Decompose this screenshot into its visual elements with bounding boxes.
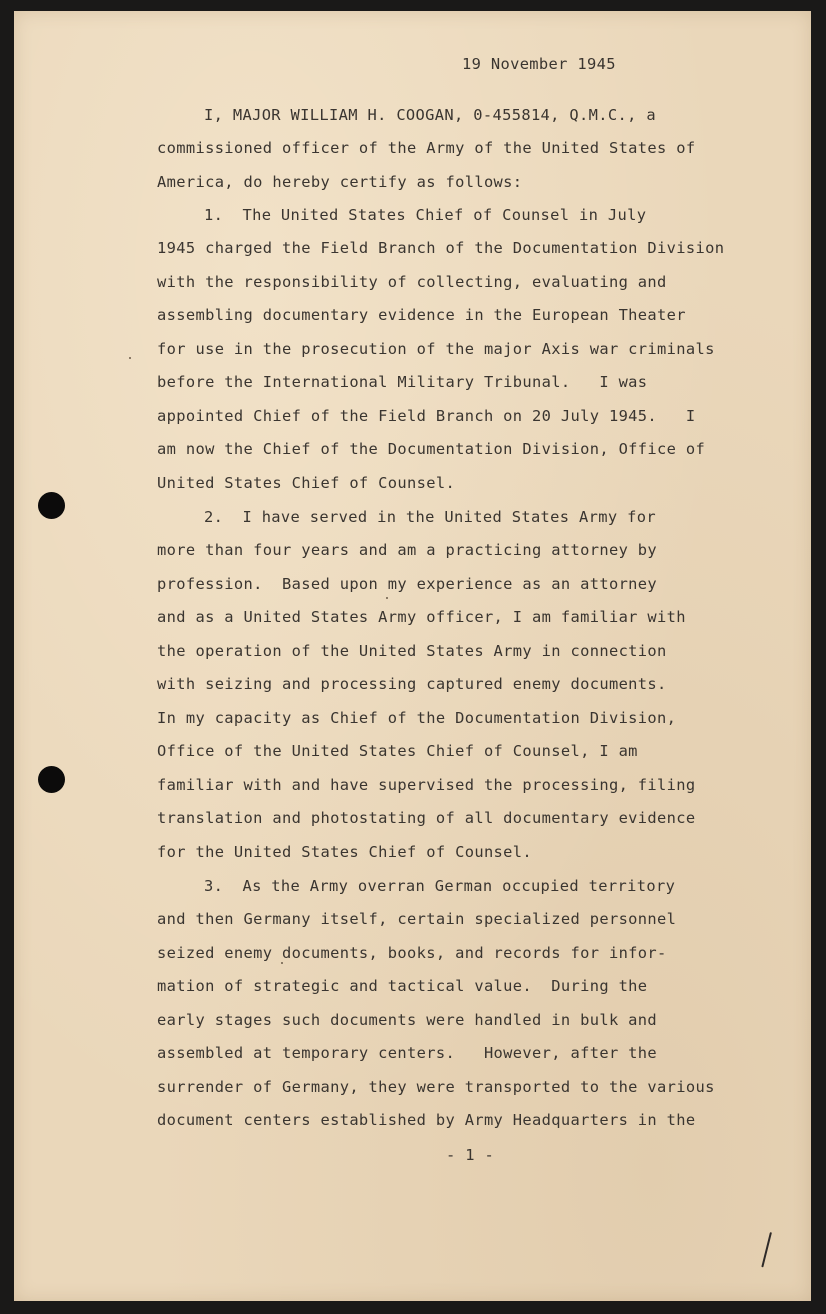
body-line: 1. The United States Chief of Counsel in July <box>204 206 647 224</box>
paper-speck <box>386 597 388 599</box>
punch-hole-top <box>38 492 65 519</box>
document-date: 19 November 1945 <box>462 55 616 73</box>
body-line: assembled at temporary centers. However, after the <box>157 1044 658 1062</box>
body-line: the operation of the United States Army in connection <box>157 642 667 660</box>
body-line: In my capacity as Chief of the Documentation Division, <box>157 709 677 727</box>
paper-speck <box>129 357 131 359</box>
body-line: mation of strategic and tactical value. During the <box>157 977 648 995</box>
body-line: am now the Chief of the Documentation Division, Office of <box>157 440 706 458</box>
body-line: 1945 charged the Field Branch of the Documentation Division <box>157 239 725 257</box>
body-line: profession. Based upon my experience as an attorney <box>157 575 658 593</box>
body-line: more than four years and am a practicing attorney by <box>157 541 658 559</box>
body-line: appointed Chief of the Field Branch on 20 July 1945. I <box>157 407 696 425</box>
body-line: for the United States Chief of Counsel. <box>157 843 533 861</box>
body-line: 3. As the Army overran German occupied territory <box>204 877 676 895</box>
body-line: early stages such documents were handled in bulk and <box>157 1011 658 1029</box>
body-line: assembling documentary evidence in the European Theater <box>157 306 686 324</box>
body-line: before the International Military Tribunal. I was <box>157 373 648 391</box>
paper-speck <box>281 962 283 964</box>
body-line: I, MAJOR WILLIAM H. COOGAN, 0-455814, Q.M.C., a <box>204 106 656 124</box>
body-line: familiar with and have supervised the processing, filing <box>157 776 696 794</box>
body-line: and as a United States Army officer, I am familiar with <box>157 608 686 626</box>
body-line: translation and photostating of all documentary evidence <box>157 809 696 827</box>
body-line: Office of the United States Chief of Counsel, I am <box>157 742 638 760</box>
body-line: America, do hereby certify as follows: <box>157 173 523 191</box>
body-line: document centers established by Army Headquarters in the <box>157 1111 696 1129</box>
body-line: surrender of Germany, they were transported to the various <box>157 1078 715 1096</box>
body-line: with seizing and processing captured enemy documents. <box>157 675 667 693</box>
body-line: seized enemy documents, books, and records for infor- <box>157 944 667 962</box>
body-line: commissioned officer of the Army of the United States of <box>157 139 696 157</box>
body-line: 2. I have served in the United States Army for <box>204 508 656 526</box>
punch-hole-bottom <box>38 766 65 793</box>
body-line: United States Chief of Counsel. <box>157 474 456 492</box>
page-number: - 1 - <box>446 1146 495 1164</box>
body-line: for use in the prosecution of the major Axis war criminals <box>157 340 715 358</box>
body-line: and then Germany itself, certain specialized personnel <box>157 910 677 928</box>
body-line: with the responsibility of collecting, evaluating and <box>157 273 667 291</box>
